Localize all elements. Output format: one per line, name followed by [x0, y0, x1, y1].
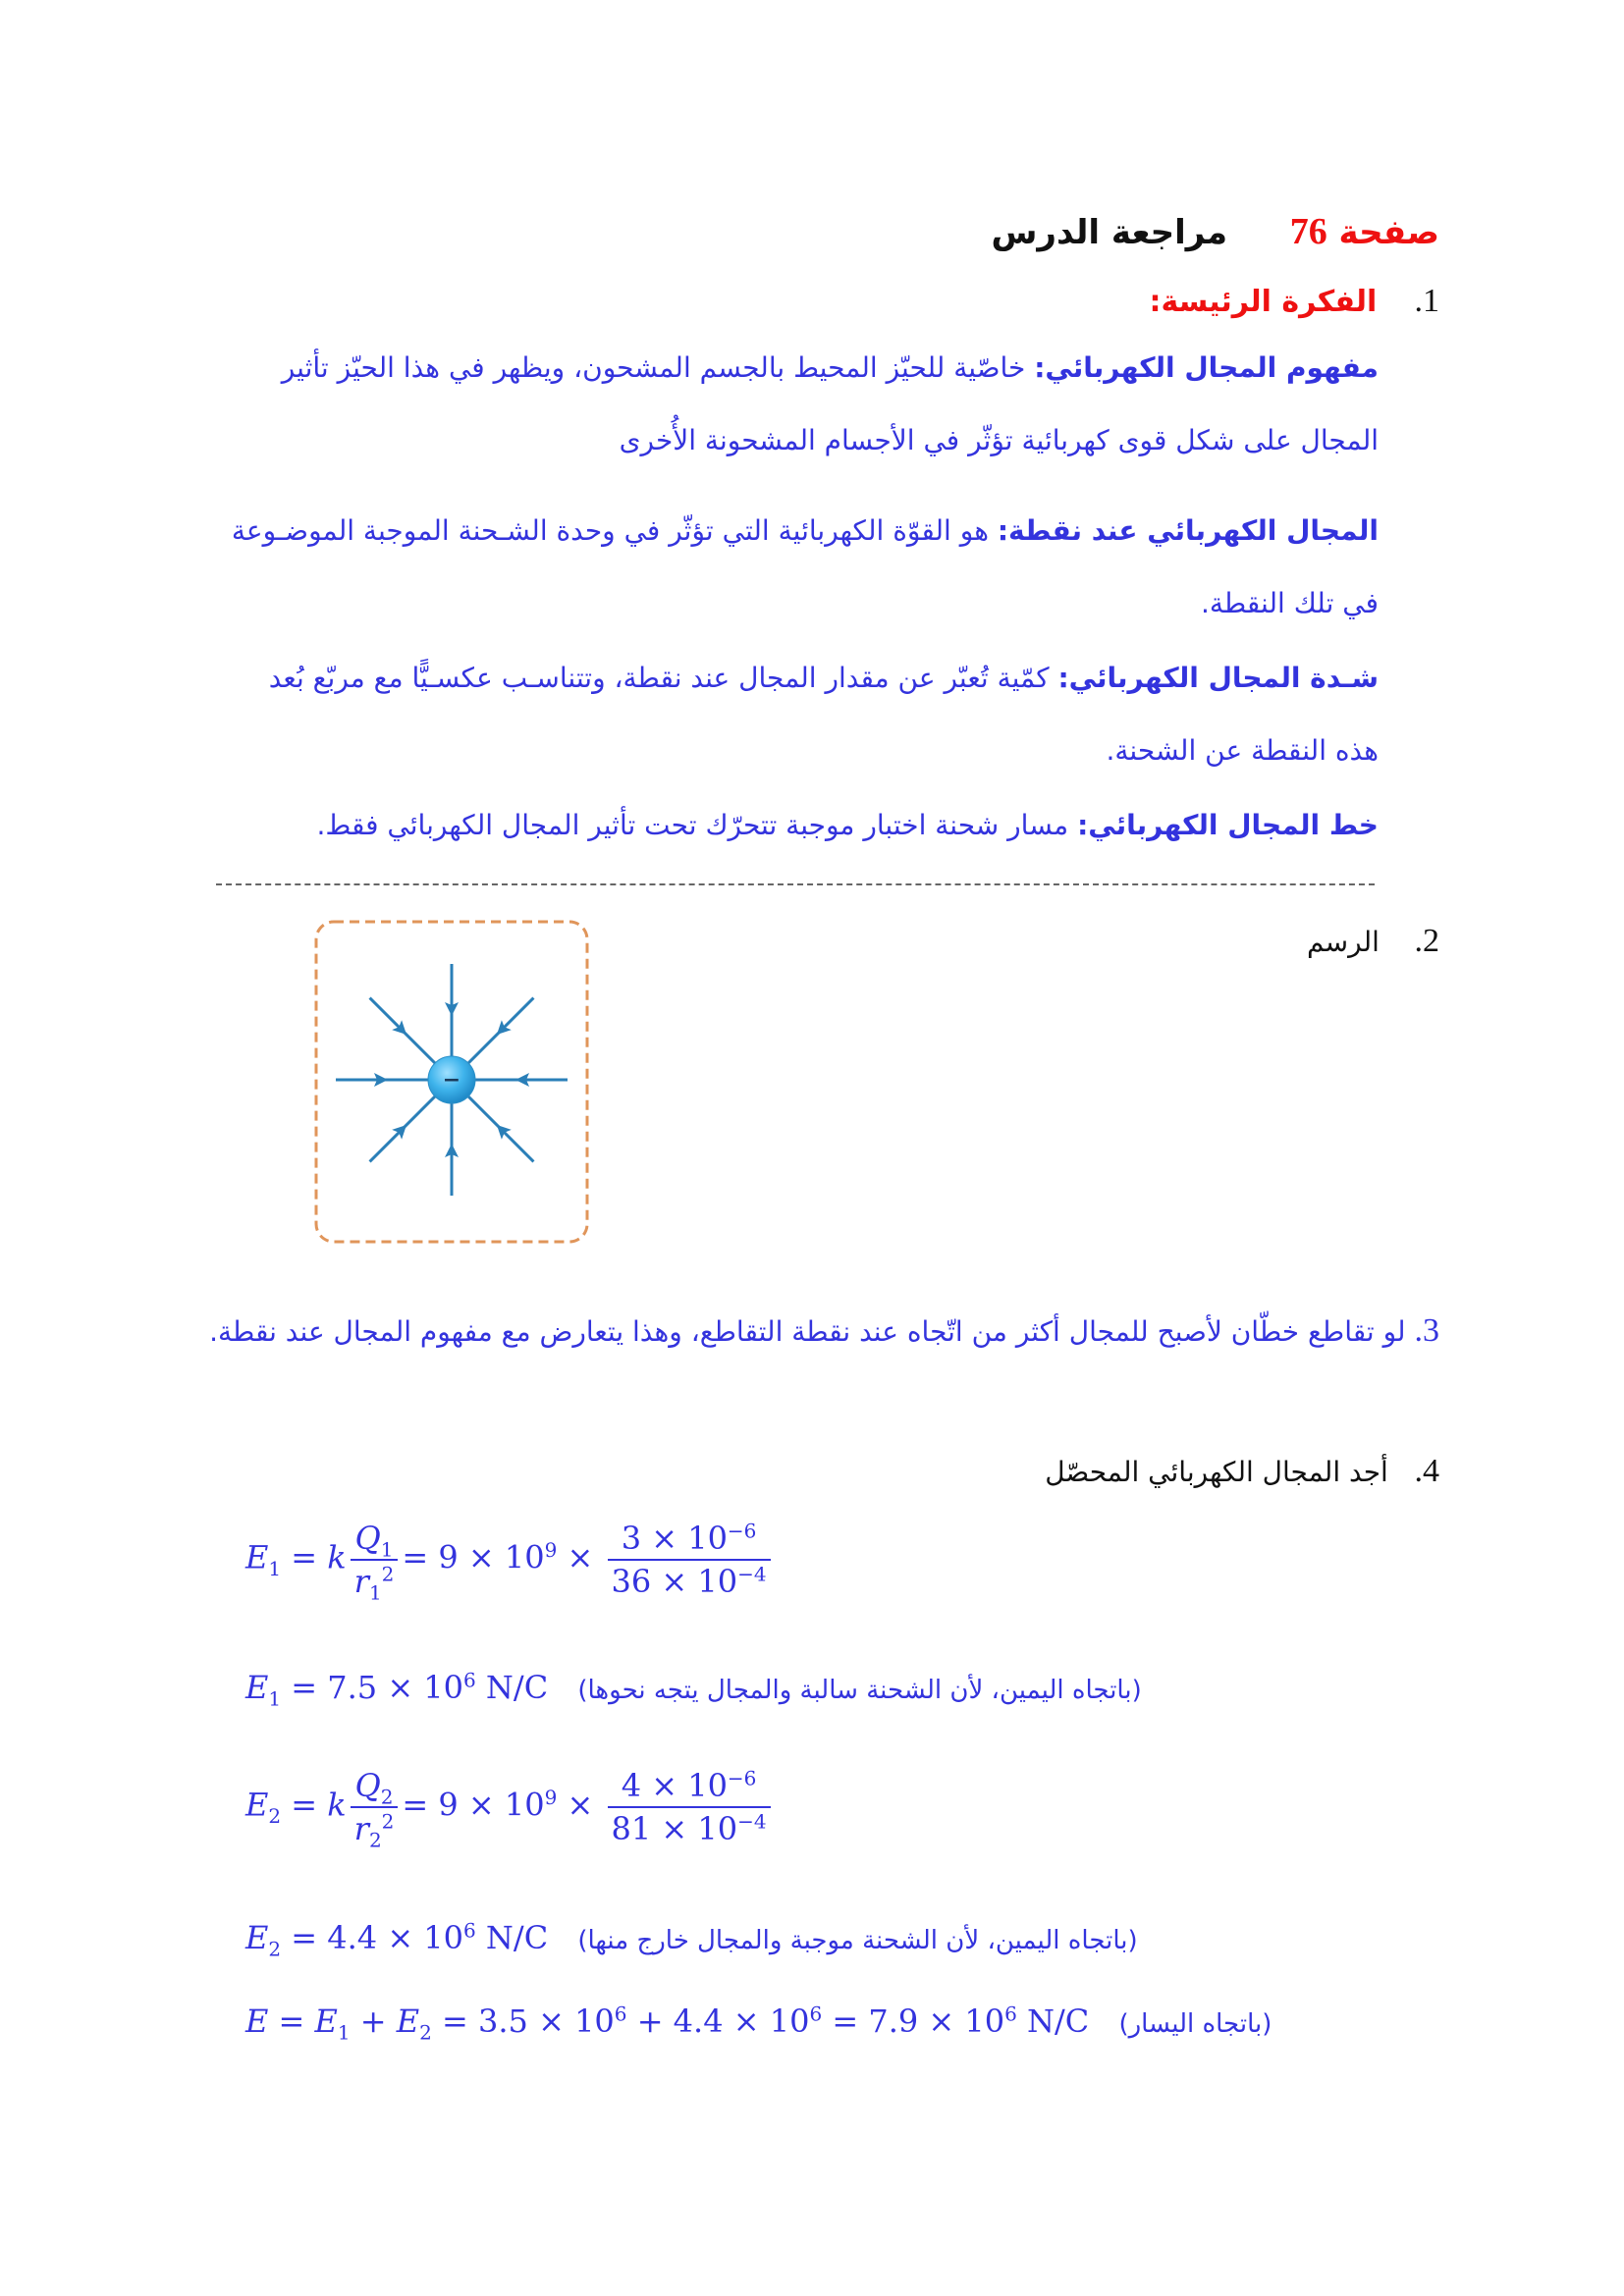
- numerator: 3 × 10: [621, 1520, 728, 1557]
- symbol-e: E: [245, 1538, 269, 1576]
- fraction-q-over-r2: [351, 1767, 399, 1852]
- symbol-e: E: [245, 1669, 269, 1706]
- definition-term: خط المجال الكهربائي:: [1077, 809, 1379, 841]
- question-number: 2.: [1414, 923, 1439, 959]
- fraction-q-over-r2: [351, 1520, 399, 1605]
- value: = 7.5 × 10: [281, 1669, 464, 1706]
- charge-sign: −: [442, 1068, 461, 1093]
- answer-text: لو تقاطع خطّان لأصبح للمجال أكثر من اتّجاه عند نقطة التقاطع، وهذا يتعارض مع مفهوم المجال عند نقطة.: [209, 1315, 1406, 1348]
- equals: =: [402, 1538, 429, 1576]
- definition-text: كمّية تُعبّر عن مقدار المجال عند نقطة، وتتناسـب عكسـيًّا مع مربّع بُعد هذه النقطة عن الشحنة.: [268, 662, 1379, 767]
- symbol-k: k: [327, 1538, 347, 1576]
- exponent: 9: [544, 1537, 558, 1562]
- definition-term: المجال الكهربائي عند نقطة:: [997, 514, 1379, 547]
- symbol-e: E: [245, 2002, 269, 2040]
- subscript: 1: [368, 1580, 382, 1605]
- main-idea-label: الفكرة الرئيسة:: [1149, 285, 1378, 319]
- denominator: 36 × 10: [611, 1563, 738, 1600]
- term-2: + 4.4 × 10: [626, 2002, 810, 2040]
- question-number: 3.: [1414, 1312, 1439, 1349]
- value: = 4.4 × 10: [281, 1919, 464, 1956]
- exponent: 6: [614, 2002, 627, 2026]
- definition-text: مسار شحنة اختبار موجبة تتحرّك تحت تأثير المجال الكهربائي فقط.: [316, 809, 1078, 841]
- definition-term: شـدة المجال الكهربائي:: [1057, 662, 1379, 694]
- exponent: −6: [727, 1766, 757, 1790]
- definition-field-at-point: [220, 495, 1379, 640]
- result-e2: [245, 1918, 1138, 1961]
- symbol-q: Q: [354, 1520, 381, 1557]
- numerator: 4 × 10: [621, 1767, 728, 1804]
- question-4-heading: [1045, 1453, 1439, 1490]
- superscript: 2: [381, 1562, 395, 1586]
- fraction-values: [608, 1767, 771, 1847]
- question-number: 4.: [1414, 1453, 1439, 1489]
- exponent: −4: [737, 1809, 767, 1834]
- question-4-label: أجد المجال الكهربائي المحصّل: [1045, 1456, 1388, 1488]
- subscript: 2: [268, 1937, 282, 1961]
- direction-note: (باتجاه اليسار): [1118, 2009, 1272, 2039]
- symbol-r: r: [353, 1563, 369, 1600]
- times: ×: [567, 1786, 594, 1824]
- unit: N/C: [1016, 2002, 1090, 2040]
- equals: =: [402, 1786, 429, 1824]
- symbol-q: Q: [354, 1767, 381, 1804]
- times: ×: [567, 1538, 594, 1576]
- total-value: = 7.9 × 10: [822, 2002, 1005, 2040]
- result-e1: [245, 1668, 1142, 1711]
- equals: =: [291, 1786, 318, 1824]
- exponent: 6: [463, 1668, 476, 1692]
- equation-e2: [245, 1766, 775, 1852]
- direction-note: (باتجاه اليمين، لأن الشحنة موجبة والمجال خارج منها): [577, 1926, 1138, 1955]
- symbol-k: k: [327, 1786, 347, 1824]
- negative-charge-field-diagram: [312, 918, 591, 1246]
- symbol-r: r: [353, 1810, 369, 1847]
- question-number: 1.: [1414, 283, 1439, 319]
- exponent: 6: [463, 1918, 476, 1943]
- lesson-review-title: مراجعة الدرس: [991, 213, 1228, 252]
- coefficient: 9 × 10: [438, 1786, 545, 1824]
- symbol-e1: E: [314, 2002, 338, 2040]
- subscript: 2: [380, 1785, 394, 1809]
- equals: =: [291, 1538, 318, 1576]
- definition-text: خاصّية للحيّز المحيط بالجسم المشحون، ويظهر في هذا الحيّز تأثير المجال على شكل قوى كهربائية تؤثّر في الأجسام المشحونة الأُخرى: [281, 351, 1379, 456]
- subscript: 2: [268, 1803, 282, 1828]
- page-word: صفحة: [1338, 213, 1439, 252]
- coefficient: 9 × 10: [438, 1538, 545, 1576]
- subscript: 1: [268, 1556, 282, 1580]
- symbol-e: E: [245, 1919, 269, 1956]
- page-number: 76: [1289, 211, 1327, 252]
- definition-field-strength: [220, 642, 1379, 787]
- exponent: −6: [727, 1519, 757, 1543]
- definition-field-line: [220, 789, 1379, 862]
- exponent: 6: [809, 2002, 823, 2026]
- question-3-answer: [188, 1294, 1439, 1369]
- definition-term: مفهوم المجال الكهربائي:: [1034, 351, 1379, 384]
- exponent: 6: [1004, 2002, 1017, 2026]
- denominator: 81 × 10: [611, 1810, 738, 1847]
- question-1-heading: [1150, 283, 1440, 320]
- unit: N/C: [475, 1919, 549, 1956]
- dashed-divider: [216, 883, 1375, 885]
- plus: +: [350, 2002, 397, 2040]
- symbol-e: E: [245, 1786, 269, 1824]
- subscript: 1: [337, 2020, 351, 2045]
- field-lines-svg: [312, 918, 591, 1246]
- drawing-label: الرسم: [1307, 926, 1380, 958]
- exponent: −4: [737, 1562, 767, 1586]
- term-1: = 3.5 × 10: [431, 2002, 615, 2040]
- unit: N/C: [475, 1669, 549, 1706]
- subscript: 2: [368, 1828, 382, 1852]
- result-total-field: [245, 2002, 1272, 2045]
- question-2-heading: [1307, 923, 1439, 960]
- definition-electric-field-concept: [220, 332, 1379, 477]
- subscript: 1: [268, 1686, 282, 1711]
- definition-text: هو القوّة الكهربائية التي تؤثّر في وحدة الشـحنة الموجبة الموضـوعة في تلك النقطة.: [231, 514, 1379, 619]
- subscript: 2: [419, 2020, 432, 2045]
- symbol-e2: E: [396, 2002, 420, 2040]
- page-title: [991, 210, 1439, 253]
- superscript: 2: [381, 1809, 395, 1834]
- subscript: 1: [380, 1537, 394, 1562]
- exponent: 9: [544, 1785, 558, 1809]
- equals: =: [268, 2002, 315, 2040]
- direction-note: (باتجاه اليمين، لأن الشحنة سالبة والمجال يتجه نحوها): [577, 1676, 1142, 1705]
- fraction-values: [608, 1520, 771, 1600]
- equation-e1: [245, 1519, 775, 1605]
